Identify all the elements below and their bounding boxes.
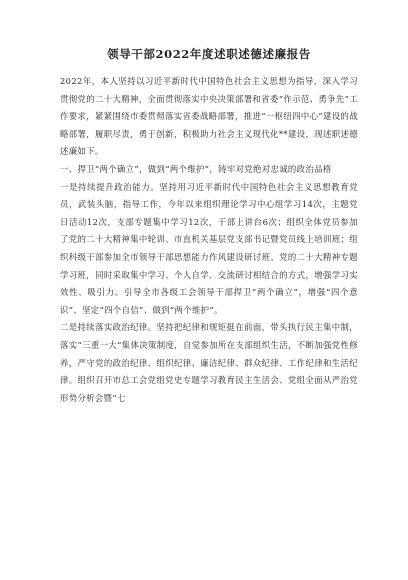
body-paragraph-political-ability: 一是持续提升政治能力。坚持用习近平新时代中国特色社会主义思想教育党员，武装头脑，指导工作，今年以来组织理论学习中心组学习14次，主题党日活动12次，支部专题集中学习12次，干部上讲台6次；组织全体党员参加了党的二十大精神集中轮训、市直机关基层党支部书记暨党员线上培训班；组织科级干部参加全市领导干部思想能力作风建设研讨班、党的二十大精神专题学习班，同时采取集中学习、个人自学、交流研讨相结合的方式，增强学习实效性、吸引力。引导全市各级工会领导干部捍卫“两个确立”，增强“四个意识”、坚定“四个自信”、做到“两个维护”。 (60, 181, 358, 315)
body-paragraph-intro: 2022年，本人坚持以习近平新时代中国特色社会主义思想为指导，深入学习贯彻党的二十大精神，全面贯彻落实中央决策部署和省委“作示范、勇争先”工作要求，紧紧围绕市委贯彻落实省委战略部署，推进“一枢纽四中心”建设的战略部署，履职尽责，勇于创新，积极助力社会主义现代化**建设，现述职述德述廉如下。 (60, 76, 358, 157)
document-body (60, 73, 358, 407)
section-heading-one: 一、捍卫“两个确立”，做到“两个维护”，铸牢对党绝对忠诚的政治品格 (60, 163, 332, 174)
document-title: 领导干部2022年度述职述德述廉报告 (107, 47, 311, 61)
body-paragraph-political-discipline: 二是持续落实政治纪律。坚持把纪律和规矩挺在前面，带头执行民主集中制，落实“三重一大”集体决策制度，自觉参加所在支部组织生活，不断加强党性修养，严守党的政治纪律、组织纪律、廉洁纪律、群众纪律、工作纪律和生活纪律。组织召开市总工会党组党史专题学习教育民主生活会、党组全面从严治党形势分析会暨“七 (60, 322, 358, 403)
